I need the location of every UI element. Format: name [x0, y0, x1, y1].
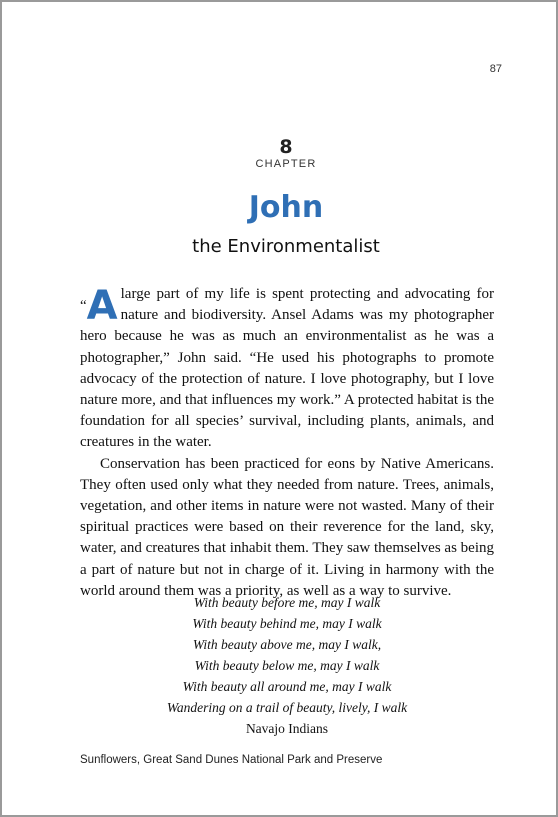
- poem-line: With beauty behind me, may I walk: [192, 616, 382, 631]
- chapter-label: CHAPTER: [255, 158, 317, 170]
- poem-line: With beauty all around me, may I walk: [182, 679, 392, 694]
- poem: [80, 592, 494, 739]
- chapter-subtitle: the Environmentalist: [192, 236, 380, 257]
- poem-line: With beauty above me, may I walk,: [192, 637, 382, 652]
- poem-line: With beauty below me, may I walk: [194, 658, 380, 673]
- poem-attribution: Navajo Indians: [245, 721, 329, 736]
- poem-line: Wandering on a trail of beauty, lively, I walk: [166, 700, 408, 715]
- photo-caption: Sunflowers, Great Sand Dunes National Park and Preserve: [80, 754, 383, 766]
- drop-cap: [80, 283, 118, 329]
- page-number: 87: [489, 63, 502, 75]
- drop-cap-letter: A: [86, 283, 118, 329]
- chapter-number: 8: [279, 136, 293, 158]
- paragraph-1-text: large part of my life is spent protecting and advocating for nature and biodiversity. Ansel Adams was my photographer hero because he was as much an environmentalist as he was a photographer,” John said. “He used his photographs to promote advocacy of the protection of nature. I love photography, but I love nature more, and that influences my work.” A protected habitat is the foundation for all species’ survival, including plants, animals, and creatures in the water.: [80, 286, 494, 451]
- paragraph-1: [80, 284, 494, 454]
- chapter-title: John: [248, 190, 324, 225]
- paragraph-2: Conservation has been practiced for eons by Native Americans. They often used only what they needed from nature. Trees, animals, vegetation, and other items in nature were not wasted. Many of their spiritual practices were based on their reverence for the land, sky, water, and creatures that inhabit them. They saw themselves as being a part of nature but not in charge of it. Living in harmony with the world around them was a priority, as well as a way to survive.: [80, 455, 494, 599]
- body-text: [80, 284, 494, 602]
- drop-cap-quote: “: [80, 298, 87, 314]
- poem-line: With beauty before me, may I walk: [193, 595, 381, 610]
